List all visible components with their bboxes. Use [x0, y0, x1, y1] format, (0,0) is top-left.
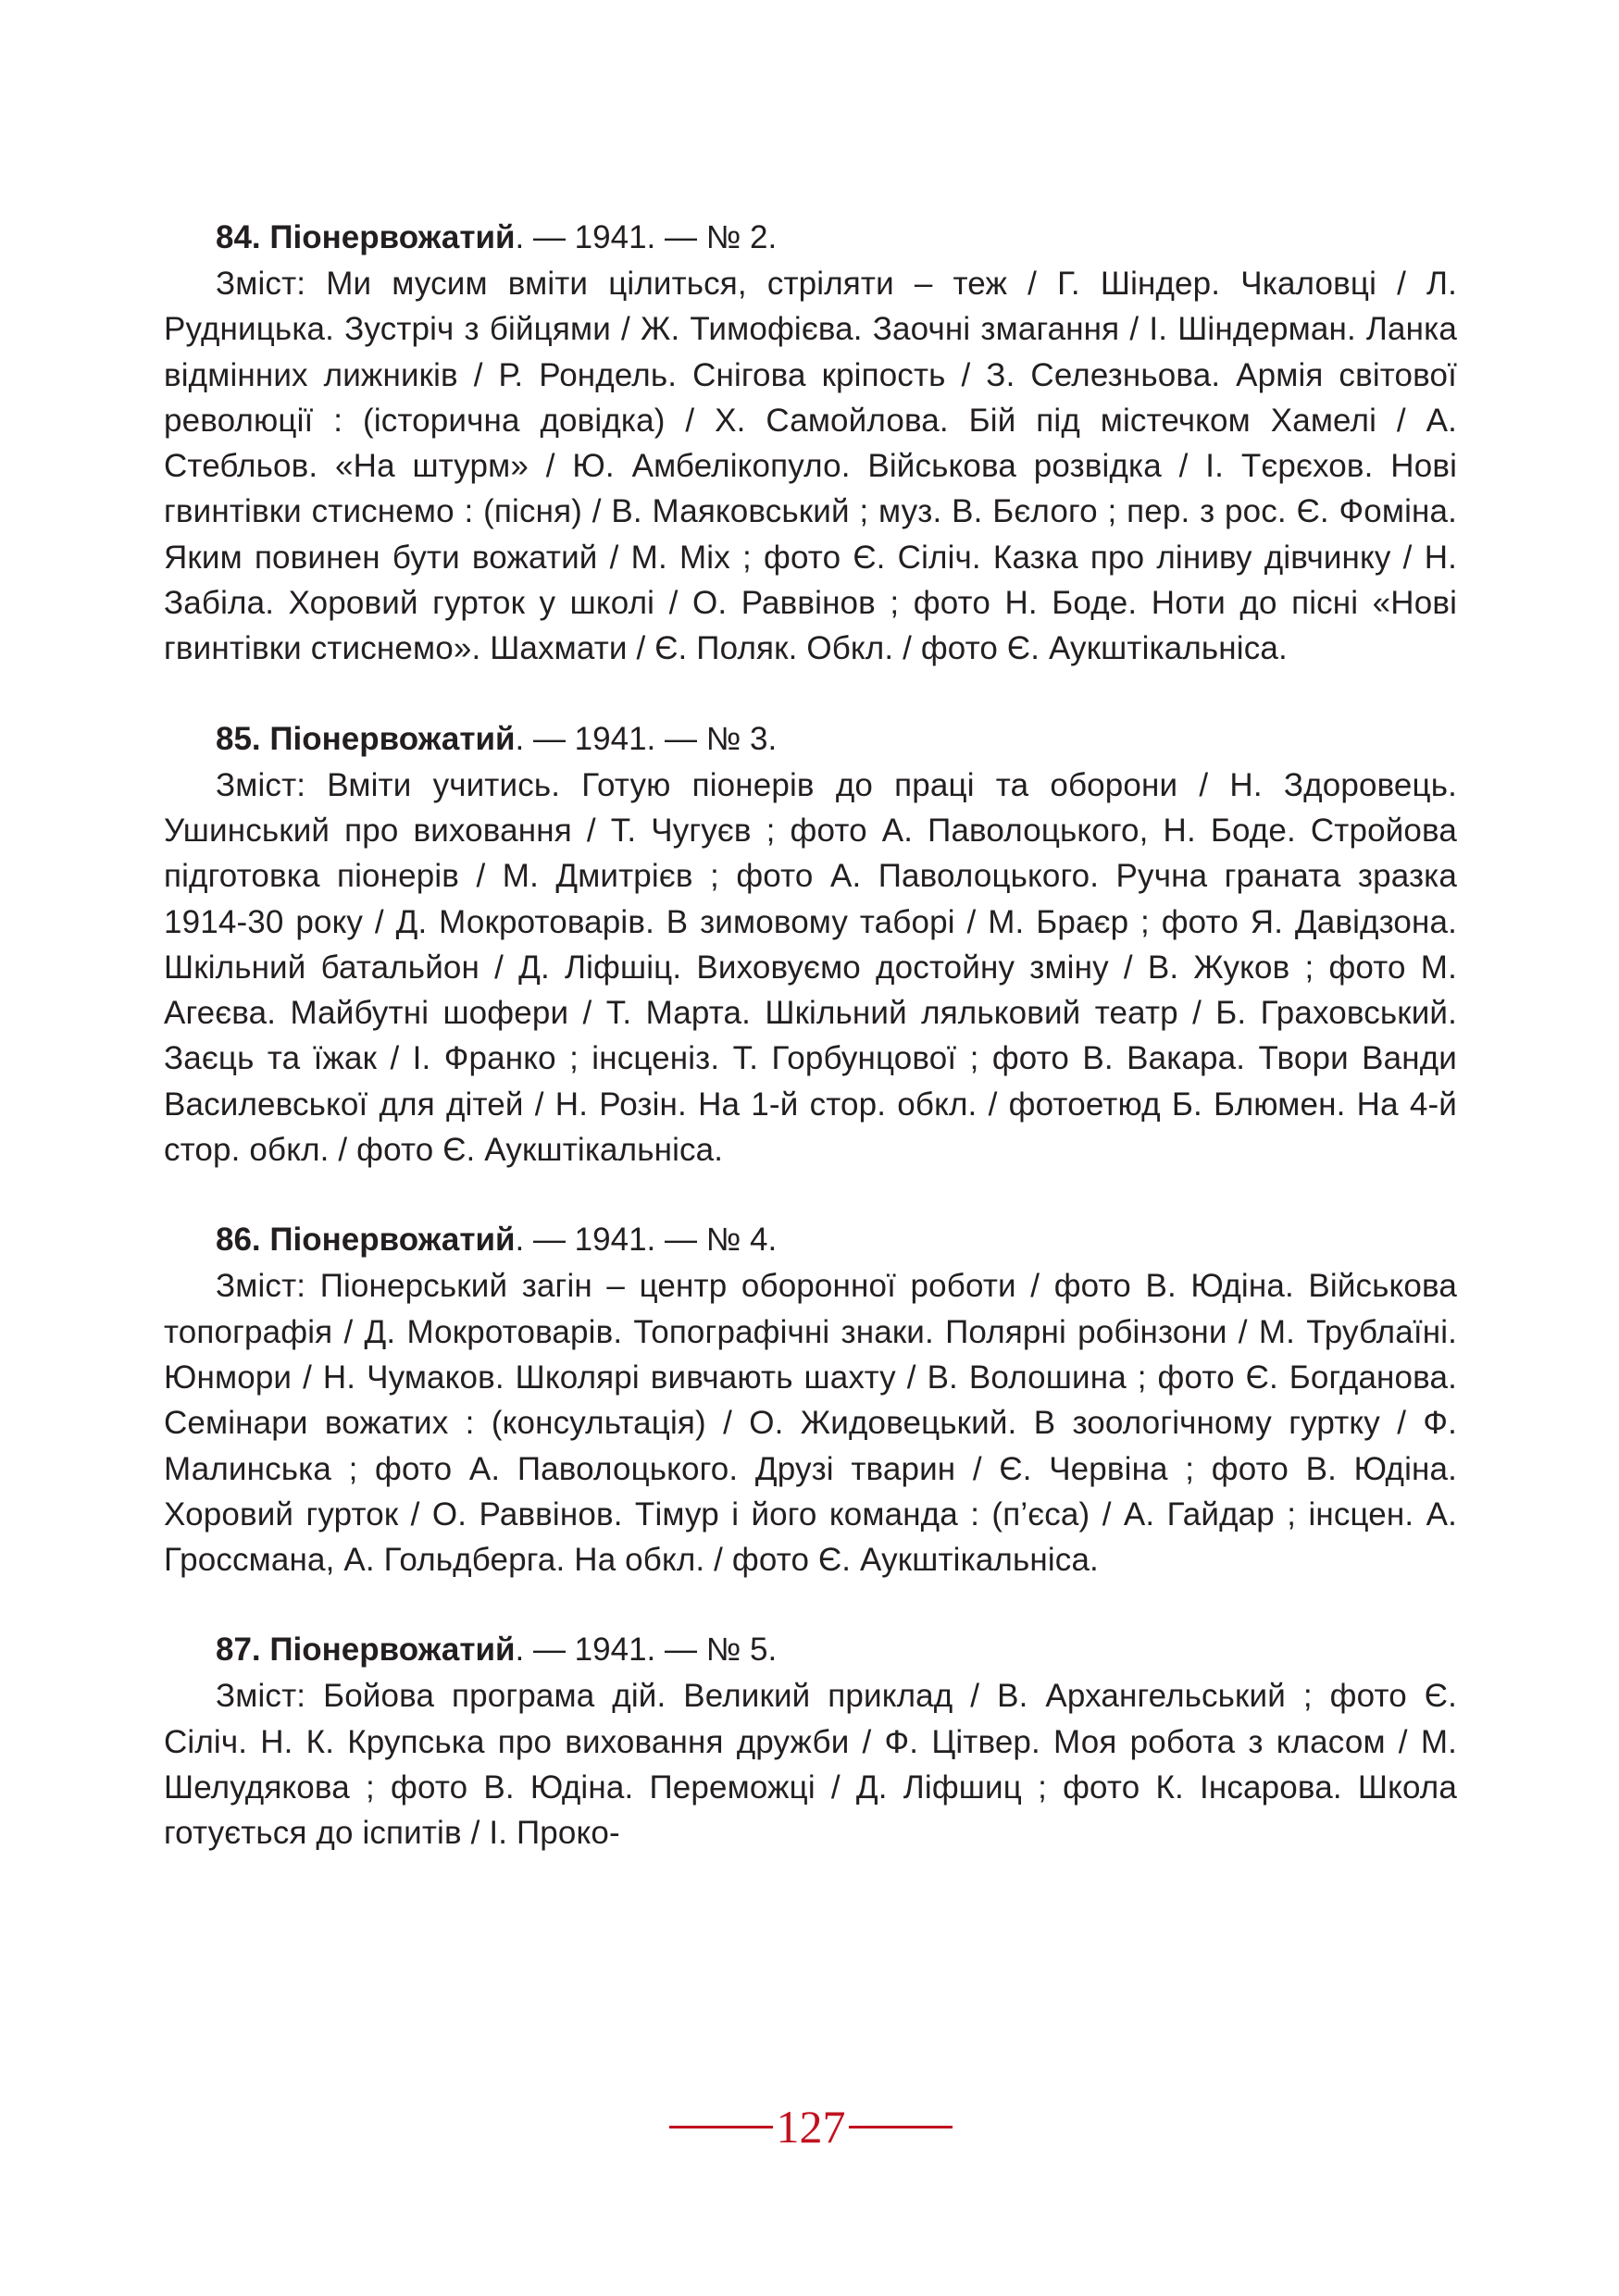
entry-content: Зміст: Вміти учитись. Готую піонерів до праці та оборони / Н. Здоровець. Ушинський про виховання / Т. Чугуєв ; фото А. Паволоцького, Н. Боде. Стройова підготовка піонерів / М. Дмитрієв ; фото А. Паволоцького. Ручна граната зразка 1914-30 року / Д. Мокротоварів. В зимовому таборі / М. Браєр ; фото Я. Давідзона. Шкільний батальйон / Д. Ліфшіц. Виховуємо достойну зміну / В. Жуков ; фото М. Агеєва. Майбутні шофери / Т. Марта. Шкільний ляльковий театр / Б. Граховський. Заєць та їжак / І. Франко ; інсценіз. Т. Горбунцової ; фото В. Вакара. Твори Ванди Василевської для дітей / Н. Розін. На 1-й стор. обкл. / фотоетюд Б. Блюмен. На 4-й стор. обкл. / фото Є. Аукштікальніса. — [164, 766, 1457, 1169]
page-footer — [0, 2099, 1619, 2154]
entry-number: 85. — [216, 720, 261, 757]
page-text — [164, 215, 1457, 1901]
footer-rule-left — [669, 2126, 773, 2128]
entry-title: Піонервожатий — [269, 1222, 516, 1259]
entry-meta: . — 1941. — № 5. — [515, 1632, 778, 1669]
entry-meta: . — 1941. — № 2. — [515, 219, 778, 255]
entry-content: Зміст: Ми мусим вміти цілиться, стріляти – теж / Г. Шіндер. Чкаловці / Л. Рудницька. Зустріч з бійцями / Ж. Тимофієва. Заочні змагання / І. Шіндерман. Ланка відмінних лижників / Р. Рондель. Снігова кріпость / З. Селезньова. Армія світової революції : (історична довідка) / Х. Самойлова. Бій під містечком Хамелі / А. Стебльов. «На штурм» / Ю. Амбелікопуло. Військова розвідка / І. Тєрєхов. Нові гвинтівки стиснемо : (пісня) / В. Маяковський ; муз. В. Бєлого ; пер. з рос. Є. Фоміна. Яким повинен бути вожатий / М. Міх ; фото Є. Сіліч. Казка про ліниву дівчинку / Н. Забіла. Хоровий гурток у школі / О. Раввінов ; фото Н. Боде. Ноти до пісні «Нові гвинтівки стиснемо». Шахмати / Є. Поляк. Обкл. / фото Є. Аукштікальніса. — [164, 266, 1457, 667]
entry-content: Зміст: Бойова програма дій. Великий приклад / В. Архангельський ; фото Є. Сіліч. Н. К. Крупська про виховання дружби / Ф. Цітвер. Моя робота з класом / М. Шелудякова ; фото В. Юдіна. Переможці / Д. Ліфшиц ; фото К. Інсарова. Школа готується до іспитів / І. Проко- — [164, 1678, 1457, 1852]
entry-heading — [164, 1627, 1457, 1673]
entry-title: Піонервожатий — [269, 1632, 516, 1669]
entry-number: 86. — [216, 1222, 261, 1259]
bibliography-entry-85 — [164, 716, 1457, 1173]
entry-content: Зміст: Піонерський загін – центр оборонної роботи / фото В. Юдіна. Військова топографія / Д. Мокротоварів. Топографічні знаки. Полярні робінзони / М. Трублаїні. Юнмори / Н. Чумаков. Школярі вивчають шахту / В. Волошина ; фото Є. Богданова. Семінари вожатих : (консультація) / О. Жидовецький. В зоологічному гуртку / Ф. Малинська ; фото А. Паволоцького. Друзі тварин / Є. Червіна ; фото В. Юдіна. Хоровий гурток / О. Раввінов. Тімур і його команда : (п’єса) / А. Гайдар ; інсцен. А. Гроссмана, А. Гольдберга. На обкл. / фото Є. Аукштікальніса. — [164, 1268, 1457, 1579]
entry-heading — [164, 716, 1457, 763]
bibliography-entry-86 — [164, 1217, 1457, 1582]
footer-rule-right — [849, 2126, 953, 2128]
entry-heading — [164, 215, 1457, 261]
entry-meta: . — 1941. — № 4. — [515, 1222, 778, 1259]
entry-heading — [164, 1217, 1457, 1263]
entry-title: Піонервожатий — [269, 219, 516, 255]
page-number: 127 — [776, 2101, 846, 2153]
entry-meta: . — 1941. — № 3. — [515, 720, 778, 757]
bibliography-entry-84 — [164, 215, 1457, 672]
entry-number: 87. — [216, 1632, 261, 1669]
entry-title: Піонервожатий — [269, 720, 516, 757]
bibliography-entry-87 — [164, 1627, 1457, 1855]
entry-number: 84. — [216, 219, 261, 255]
